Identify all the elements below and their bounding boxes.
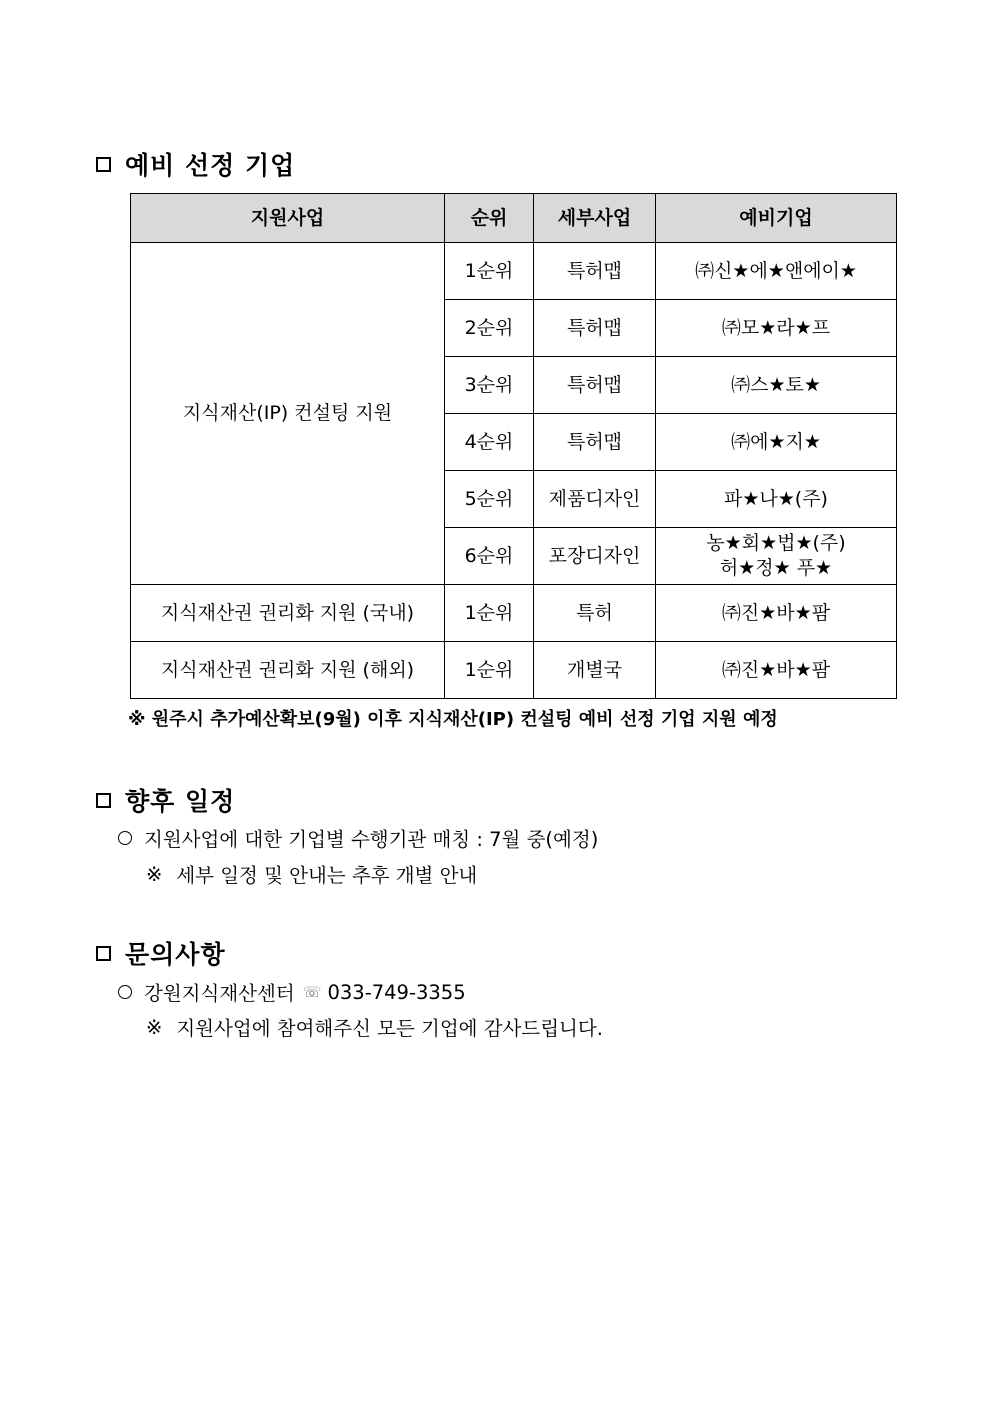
- company-cell: ㈜진★바★팜: [656, 585, 897, 642]
- company-line: 허★정★ 푸★: [719, 557, 833, 579]
- rank-cell: 3순위: [445, 357, 534, 414]
- subprogram-cell: 특허맵: [534, 243, 656, 300]
- table-row: [131, 243, 897, 300]
- company-cell: ㈜에★지★: [656, 414, 897, 471]
- candidates-table: [130, 193, 897, 699]
- reference-mark-icon: ※: [146, 1015, 163, 1039]
- contact-subnote-text: 지원사업에 참여해주신 모든 기업에 감사드립니다.: [176, 1017, 603, 1040]
- section-title-text: 예비 선정 기업: [125, 151, 296, 180]
- subprogram-cell: 특허: [534, 585, 656, 642]
- program-ip-consulting: 지식재산(IP) 컨설팅 지원: [131, 243, 445, 585]
- rank-cell: 1순위: [445, 243, 534, 300]
- square-bullet-icon: [96, 157, 111, 172]
- subprogram-cell: 개별국: [534, 642, 656, 699]
- company-cell: [656, 528, 897, 585]
- section-title-text: 향후 일정: [125, 787, 236, 816]
- contact-phone: 033-749-3355: [327, 980, 466, 1004]
- schedule-item: [118, 824, 598, 852]
- subprogram-cell: 제품디자인: [534, 471, 656, 528]
- rank-cell: 2순위: [445, 300, 534, 357]
- schedule-subnote-text: 세부 일정 및 안내는 추후 개별 안내: [176, 864, 478, 887]
- program-overseas: 지식재산권 권리화 지원 (해외): [131, 642, 445, 699]
- subprogram-cell: 특허맵: [534, 357, 656, 414]
- program-domestic: 지식재산권 권리화 지원 (국내): [131, 585, 445, 642]
- section-title-schedule: [96, 782, 235, 818]
- subprogram-cell: 특허맵: [534, 300, 656, 357]
- company-cell: ㈜모★라★프: [656, 300, 897, 357]
- company-line: 농★회★법★(주): [706, 532, 846, 555]
- company-cell: ㈜진★바★팜: [656, 642, 897, 699]
- rank-cell: 1순위: [445, 642, 534, 699]
- rank-cell: 4순위: [445, 414, 534, 471]
- square-bullet-icon: [96, 793, 111, 808]
- rank-cell: 6순위: [445, 528, 534, 585]
- reference-mark-icon: ※: [146, 862, 163, 886]
- company-cell: 파★나★(주): [656, 471, 897, 528]
- company-cell: ㈜스★토★: [656, 357, 897, 414]
- subprogram-cell: 포장디자인: [534, 528, 656, 585]
- company-cell: ㈜신★에★앤에이★: [656, 243, 897, 300]
- subprogram-cell: 특허맵: [534, 414, 656, 471]
- header-company: 예비기업: [656, 194, 897, 243]
- square-bullet-icon: [96, 946, 111, 961]
- table-header-row: [131, 194, 897, 243]
- header-subprogram: 세부사업: [534, 194, 656, 243]
- contact-subnote: [146, 1013, 603, 1041]
- section-title-candidates: [96, 146, 295, 182]
- budget-note: ※ 원주시 추가예산확보(9월) 이후 지식재산(IP) 컨설팅 예비 선정 기업 지원 예정: [128, 709, 778, 730]
- header-program: 지원사업: [131, 194, 445, 243]
- contact-item: [118, 978, 466, 1006]
- rank-cell: 1순위: [445, 585, 534, 642]
- circle-bullet-icon: [118, 985, 132, 999]
- table-row: [131, 642, 897, 699]
- rank-cell: 5순위: [445, 471, 534, 528]
- circle-bullet-icon: [118, 831, 132, 845]
- section-title-text: 문의사항: [125, 940, 226, 969]
- section-title-contact: [96, 935, 226, 971]
- contact-org: 강원지식재산센터: [144, 982, 295, 1005]
- schedule-item-text: 지원사업에 대한 기업별 수행기관 매칭 : 7월 중(예정): [144, 828, 599, 851]
- table-row: [131, 585, 897, 642]
- phone-icon: ☏: [302, 983, 322, 1001]
- header-rank: 순위: [445, 194, 534, 243]
- schedule-subnote: [146, 860, 477, 888]
